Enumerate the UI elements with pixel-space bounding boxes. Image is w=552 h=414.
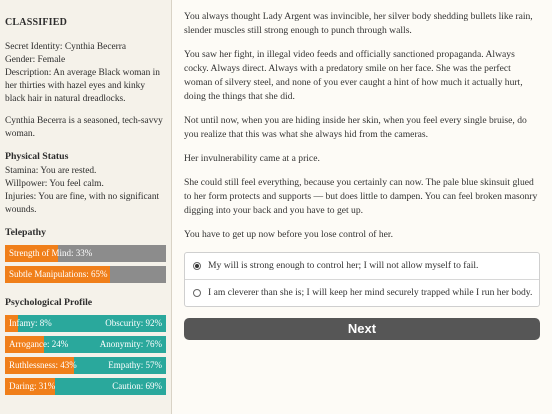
psych-bar-right-label: Obscurity: 92% [105, 318, 162, 328]
psych-bar-right-label: Empathy: 57% [108, 360, 162, 370]
radio-button[interactable] [193, 262, 201, 270]
psych-bar-left-label: Infamy: 8% [9, 318, 52, 328]
psych-bar [5, 357, 166, 374]
telepathy-bar [5, 245, 166, 262]
psych-profile-heading: Psychological Profile [5, 297, 93, 308]
radio-button[interactable] [193, 289, 201, 297]
story-paragraph: You have to get up now before you lose control of her. [184, 229, 393, 240]
story-panel [184, 10, 540, 340]
story-paragraph: You saw her fight, in illegal video feeds and officially sanctioned propaganda. Always cocky. Always direct. Always with a predatory smile on her face. She was the perfect woman of silvery steel, and none of you ever caught a hint of how much it actually hurt, doing the things that she did. [184, 49, 523, 102]
psych-bar-left-label: Daring: 31% [9, 381, 56, 391]
telepathy-bar [5, 266, 166, 283]
willpower: Willpower: You feel calm. [5, 179, 104, 189]
telepathy-bar-label: Subtle Manipulations: 65% [9, 269, 108, 279]
psych-bar [5, 336, 166, 353]
choice-option[interactable] [185, 279, 539, 306]
choice-label: My will is strong enough to control her; I will not allow myself to fail. [208, 260, 479, 271]
story-paragraph: Not until now, when you are hiding inside her skin, when you feel every single bruise, do you realize that this was what she always hid from the cameras. [184, 115, 527, 140]
psych-bar-left-label: Ruthlessness: 43% [9, 360, 77, 370]
gender: Gender: Female [5, 55, 66, 65]
story-paragraph: She could still feel everything, because you certainly can now. The pale blue skinsuit glued to her form protects and supports — but does little to dampen. You can feel broken masonry digging into your back and you have to get up. [184, 177, 538, 216]
telepathy-heading: Telepathy [5, 227, 47, 238]
choice-label: I am cleverer than she is; I will keep her mind securely trapped while I run her body. [208, 287, 533, 298]
story-paragraph: You always thought Lady Argent was invincible, her silver body shedding bullets like rain, slender muscles still strong enough to punch through walls. [184, 11, 533, 36]
choice-list [184, 252, 540, 307]
physical-status-heading: Physical Status [5, 151, 69, 162]
bio: Cynthia Becerra is a seasoned, tech-savvy woman. [5, 116, 163, 139]
choice-option[interactable] [185, 253, 539, 279]
description: Description: An average Black woman in her thirties with hazel eyes and kinky black hair in natural dreadlocks. [5, 68, 160, 104]
psych-bar-left-label: Arrogance: 24% [9, 339, 69, 349]
psych-bar-right-label: Caution: 69% [112, 381, 162, 391]
psych-bar [5, 315, 166, 332]
psych-bar-right-label: Anonymity: 76% [99, 339, 162, 349]
story-paragraph: Her invulnerability came at a price. [184, 153, 320, 164]
injuries: Injuries: You are fine, with no significant wounds. [5, 192, 160, 215]
stats-sidebar [0, 0, 172, 414]
psych-bar [5, 378, 166, 395]
telepathy-bar-label: Strength of Mind: 33% [9, 248, 93, 258]
secret-identity: Secret Identity: Cynthia Becerra [5, 42, 127, 52]
stamina: Stamina: You are rested. [5, 166, 97, 176]
next-button[interactable]: Next [184, 318, 540, 340]
sidebar-title: CLASSIFIED [5, 17, 68, 28]
